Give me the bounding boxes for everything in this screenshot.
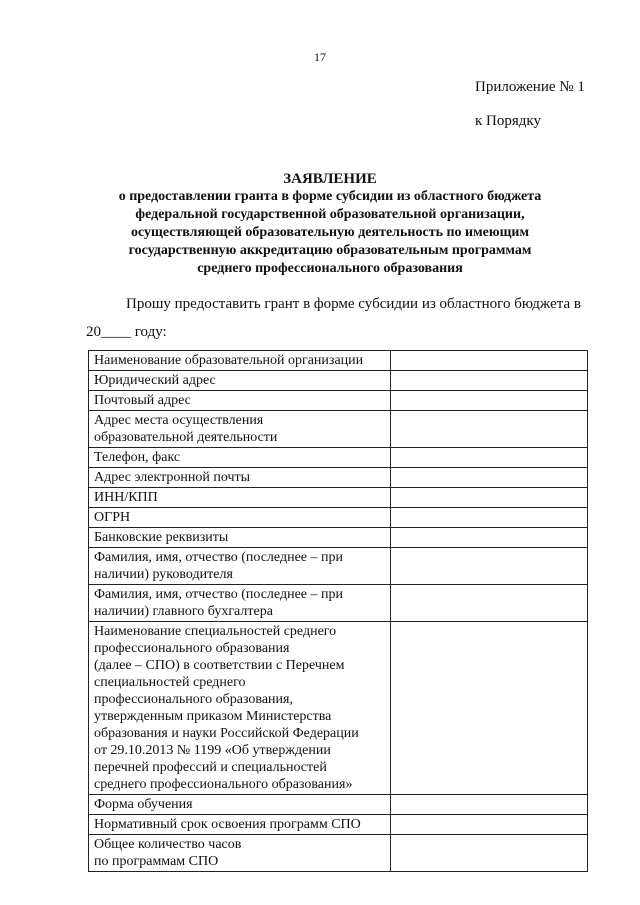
field-value[interactable] — [391, 795, 588, 815]
intro-text: Прошу предоставить грант в форме субсидии из областного бюджета в — [126, 296, 581, 312]
document-title — [70, 170, 590, 278]
page-number: 17 — [314, 50, 326, 64]
title-line: о предоставлении гранта в форме субсидии из областного бюджета — [118, 189, 542, 204]
field-label: Адрес места осуществления образовательной деятельности — [89, 411, 391, 448]
appendix-reference: к Порядку — [475, 113, 541, 129]
table-row — [89, 622, 588, 795]
field-label: Юридический адрес — [89, 371, 391, 391]
title-line: среднего профессионального образования — [197, 261, 463, 276]
field-label: Общее количество часов по программам СПО — [89, 835, 391, 872]
table-row — [89, 835, 588, 872]
field-value[interactable] — [391, 835, 588, 872]
field-value[interactable] — [391, 548, 588, 585]
table-row — [89, 815, 588, 835]
table-row — [89, 371, 588, 391]
field-value[interactable] — [391, 585, 588, 622]
field-label: Наименование специальностей среднего профессионального образования (далее – СПО) в соответствии с Перечнем специальностей среднего профессионального образования, утвержденным приказом Министерства образования и науки Российской Федерации от 29.10.2013 № 1199 «Об утверждении перечней профессий и специальностей среднего профессионального образования» — [89, 622, 391, 795]
field-value[interactable] — [391, 391, 588, 411]
table-row — [89, 528, 588, 548]
field-label: Адрес электронной почты — [89, 468, 391, 488]
field-value[interactable] — [391, 488, 588, 508]
field-value[interactable] — [391, 508, 588, 528]
field-label: Телефон, факс — [89, 448, 391, 468]
field-value[interactable] — [391, 815, 588, 835]
application-table — [88, 350, 588, 872]
field-label: ОГРН — [89, 508, 391, 528]
table-row — [89, 391, 588, 411]
field-label: Банковские реквизиты — [89, 528, 391, 548]
table-row — [89, 548, 588, 585]
table-row — [89, 468, 588, 488]
field-value[interactable] — [391, 351, 588, 371]
field-value[interactable] — [391, 622, 588, 795]
table-row — [89, 488, 588, 508]
field-label: Наименование образовательной организации — [89, 351, 391, 371]
field-label: ИНН/КПП — [89, 488, 391, 508]
year-text: 20____ году: — [86, 324, 167, 340]
table-row — [89, 508, 588, 528]
table-row — [89, 411, 588, 448]
title-line: государственную аккредитацию образовательным программам — [128, 243, 532, 258]
field-label: Фамилия, имя, отчество (последнее – при наличии) главного бухгалтера — [89, 585, 391, 622]
table-row — [89, 795, 588, 815]
table-row — [89, 585, 588, 622]
field-value[interactable] — [391, 371, 588, 391]
field-label: Почтовый адрес — [89, 391, 391, 411]
title-heading: ЗАЯВЛЕНИЕ — [283, 171, 377, 187]
table-row — [89, 351, 588, 371]
field-label: Форма обучения — [89, 795, 391, 815]
field-label: Фамилия, имя, отчество (последнее – при наличии) руководителя — [89, 548, 391, 585]
field-label: Нормативный срок освоения программ СПО — [89, 815, 391, 835]
title-line: федеральной государственной образовательной организации, — [135, 207, 525, 222]
field-value[interactable] — [391, 468, 588, 488]
field-value[interactable] — [391, 411, 588, 448]
appendix-label: Приложение № 1 — [475, 79, 585, 95]
field-value[interactable] — [391, 448, 588, 468]
field-value[interactable] — [391, 528, 588, 548]
title-line: осуществляющей образовательную деятельность по имеющим — [130, 225, 529, 240]
table-row — [89, 448, 588, 468]
